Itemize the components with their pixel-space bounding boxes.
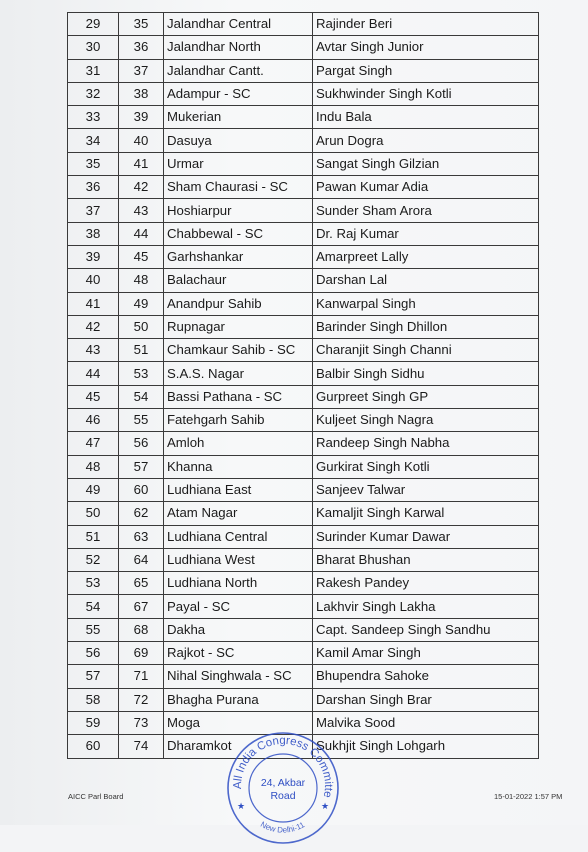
table-row bbox=[68, 432, 539, 455]
table-row bbox=[68, 245, 539, 268]
constituency-name-cell: Khanna bbox=[164, 455, 313, 478]
table-row bbox=[68, 385, 539, 408]
serial-number-cell: 52 bbox=[68, 548, 119, 571]
constituency-name-cell: Chabbewal - SC bbox=[164, 222, 313, 245]
candidate-name-cell: Kuljeet Singh Nagra bbox=[313, 409, 539, 432]
candidate-name-cell: Barinder Singh Dhillon bbox=[313, 315, 539, 338]
constituency-number-cell: 51 bbox=[119, 339, 164, 362]
table-row bbox=[68, 222, 539, 245]
serial-number-cell: 59 bbox=[68, 711, 119, 734]
table-row bbox=[68, 152, 539, 175]
candidate-name-cell: Gurpreet Singh GP bbox=[313, 385, 539, 408]
table-row bbox=[68, 36, 539, 59]
constituency-name-cell: Sham Chaurasi - SC bbox=[164, 176, 313, 199]
constituency-name-cell: Dasuya bbox=[164, 129, 313, 152]
constituency-name-cell: Nihal Singhwala - SC bbox=[164, 665, 313, 688]
candidate-name-cell: Lakhvir Singh Lakha bbox=[313, 595, 539, 618]
constituency-number-cell: 54 bbox=[119, 385, 164, 408]
constituency-name-cell: Dakha bbox=[164, 618, 313, 641]
constituency-number-cell: 35 bbox=[119, 13, 164, 36]
serial-number-cell: 41 bbox=[68, 292, 119, 315]
serial-number-cell: 31 bbox=[68, 59, 119, 82]
constituency-name-cell: Rajkot - SC bbox=[164, 642, 313, 665]
table-row bbox=[68, 711, 539, 734]
table-row bbox=[68, 129, 539, 152]
table-row bbox=[68, 409, 539, 432]
candidate-name-cell: Indu Bala bbox=[313, 106, 539, 129]
table-row bbox=[68, 106, 539, 129]
constituency-name-cell: Balachaur bbox=[164, 269, 313, 292]
table-row bbox=[68, 595, 539, 618]
candidate-name-cell: Bhupendra Sahoke bbox=[313, 665, 539, 688]
table-row bbox=[68, 525, 539, 548]
serial-number-cell: 44 bbox=[68, 362, 119, 385]
constituency-number-cell: 41 bbox=[119, 152, 164, 175]
candidate-name-cell: Darshan Singh Brar bbox=[313, 688, 539, 711]
candidate-name-cell: Kanwarpal Singh bbox=[313, 292, 539, 315]
table-row bbox=[68, 82, 539, 105]
table-row bbox=[68, 292, 539, 315]
serial-number-cell: 39 bbox=[68, 245, 119, 268]
table-row bbox=[68, 362, 539, 385]
candidate-name-cell: Charanjit Singh Channi bbox=[313, 339, 539, 362]
candidate-name-cell: Pargat Singh bbox=[313, 59, 539, 82]
seal-star-right: ★ bbox=[321, 801, 330, 811]
serial-number-cell: 34 bbox=[68, 129, 119, 152]
constituency-number-cell: 42 bbox=[119, 176, 164, 199]
candidate-list-body bbox=[68, 13, 539, 759]
candidate-list-table bbox=[67, 12, 539, 759]
constituency-number-cell: 50 bbox=[119, 315, 164, 338]
constituency-number-cell: 39 bbox=[119, 106, 164, 129]
seal-center-line2: Road bbox=[270, 790, 296, 802]
serial-number-cell: 56 bbox=[68, 642, 119, 665]
serial-number-cell: 51 bbox=[68, 525, 119, 548]
constituency-number-cell: 65 bbox=[119, 572, 164, 595]
candidate-name-cell: Gurkirat Singh Kotli bbox=[313, 455, 539, 478]
candidate-name-cell: Balbir Singh Sidhu bbox=[313, 362, 539, 385]
candidate-name-cell: Kamaljit Singh Karwal bbox=[313, 502, 539, 525]
table-row bbox=[68, 13, 539, 36]
serial-number-cell: 33 bbox=[68, 106, 119, 129]
constituency-name-cell: Atam Nagar bbox=[164, 502, 313, 525]
table-row bbox=[68, 176, 539, 199]
constituency-name-cell: Jalandhar North bbox=[164, 36, 313, 59]
serial-number-cell: 46 bbox=[68, 409, 119, 432]
serial-number-cell: 43 bbox=[68, 339, 119, 362]
constituency-number-cell: 60 bbox=[119, 478, 164, 501]
constituency-number-cell: 40 bbox=[119, 129, 164, 152]
table-row bbox=[68, 315, 539, 338]
constituency-name-cell: Fatehgarh Sahib bbox=[164, 409, 313, 432]
constituency-name-cell: Ludhiana East bbox=[164, 478, 313, 501]
constituency-number-cell: 68 bbox=[119, 618, 164, 641]
constituency-number-cell: 37 bbox=[119, 59, 164, 82]
constituency-number-cell: 73 bbox=[119, 711, 164, 734]
constituency-number-cell: 57 bbox=[119, 455, 164, 478]
constituency-number-cell: 36 bbox=[119, 36, 164, 59]
serial-number-cell: 60 bbox=[68, 735, 119, 758]
candidate-name-cell: Kamil Amar Singh bbox=[313, 642, 539, 665]
constituency-number-cell: 38 bbox=[119, 82, 164, 105]
constituency-number-cell: 53 bbox=[119, 362, 164, 385]
footer-board-label: AICC Parl Board bbox=[68, 792, 124, 801]
serial-number-cell: 42 bbox=[68, 315, 119, 338]
serial-number-cell: 40 bbox=[68, 269, 119, 292]
candidate-name-cell: Sanjeev Talwar bbox=[313, 478, 539, 501]
table-row bbox=[68, 735, 539, 758]
constituency-name-cell: Anandpur Sahib bbox=[164, 292, 313, 315]
seal-star-left: ★ bbox=[237, 801, 246, 811]
candidate-name-cell: Malvika Sood bbox=[313, 711, 539, 734]
constituency-number-cell: 69 bbox=[119, 642, 164, 665]
constituency-name-cell: Adampur - SC bbox=[164, 82, 313, 105]
candidate-name-cell: Avtar Singh Junior bbox=[313, 36, 539, 59]
constituency-name-cell: S.A.S. Nagar bbox=[164, 362, 313, 385]
constituency-name-cell: Urmar bbox=[164, 152, 313, 175]
constituency-name-cell: Bassi Pathana - SC bbox=[164, 385, 313, 408]
candidate-name-cell: Sukhjit Singh Lohgarh bbox=[313, 735, 539, 758]
serial-number-cell: 38 bbox=[68, 222, 119, 245]
serial-number-cell: 37 bbox=[68, 199, 119, 222]
serial-number-cell: 30 bbox=[68, 36, 119, 59]
seal-center-line1: 24, Akbar bbox=[260, 777, 306, 789]
constituency-name-cell: Garhshankar bbox=[164, 245, 313, 268]
constituency-number-cell: 43 bbox=[119, 199, 164, 222]
constituency-name-cell: Ludhiana Central bbox=[164, 525, 313, 548]
constituency-name-cell: Rupnagar bbox=[164, 315, 313, 338]
table-row bbox=[68, 572, 539, 595]
table-row bbox=[68, 642, 539, 665]
table-row bbox=[68, 548, 539, 571]
table-row bbox=[68, 665, 539, 688]
table-row bbox=[68, 199, 539, 222]
candidate-name-cell: Pawan Kumar Adia bbox=[313, 176, 539, 199]
serial-number-cell: 57 bbox=[68, 665, 119, 688]
constituency-number-cell: 72 bbox=[119, 688, 164, 711]
table-row bbox=[68, 59, 539, 82]
candidate-name-cell: Capt. Sandeep Singh Sandhu bbox=[313, 618, 539, 641]
constituency-number-cell: 45 bbox=[119, 245, 164, 268]
serial-number-cell: 47 bbox=[68, 432, 119, 455]
constituency-name-cell: Bhagha Purana bbox=[164, 688, 313, 711]
constituency-number-cell: 48 bbox=[119, 269, 164, 292]
constituency-name-cell: Amloh bbox=[164, 432, 313, 455]
candidate-name-cell: Bharat Bhushan bbox=[313, 548, 539, 571]
constituency-number-cell: 44 bbox=[119, 222, 164, 245]
constituency-name-cell: Jalandhar Cantt. bbox=[164, 59, 313, 82]
constituency-number-cell: 74 bbox=[119, 735, 164, 758]
candidate-name-cell: Surinder Kumar Dawar bbox=[313, 525, 539, 548]
footer-timestamp: 15-01-2022 1:57 PM bbox=[494, 792, 563, 801]
constituency-number-cell: 49 bbox=[119, 292, 164, 315]
constituency-name-cell: Jalandhar Central bbox=[164, 13, 313, 36]
table-row bbox=[68, 618, 539, 641]
table-row bbox=[68, 478, 539, 501]
seal-ring-text: All India Congress Committe bbox=[231, 734, 335, 799]
constituency-name-cell: Ludhiana West bbox=[164, 548, 313, 571]
serial-number-cell: 58 bbox=[68, 688, 119, 711]
constituency-name-cell: Hoshiarpur bbox=[164, 199, 313, 222]
constituency-name-cell: Ludhiana North bbox=[164, 572, 313, 595]
constituency-number-cell: 64 bbox=[119, 548, 164, 571]
constituency-number-cell: 56 bbox=[119, 432, 164, 455]
candidate-name-cell: Arun Dogra bbox=[313, 129, 539, 152]
candidate-name-cell: Randeep Singh Nabha bbox=[313, 432, 539, 455]
seal-bottom-text: New Delhi-11 bbox=[258, 819, 307, 835]
constituency-number-cell: 71 bbox=[119, 665, 164, 688]
table-row bbox=[68, 502, 539, 525]
constituency-name-cell: Mukerian bbox=[164, 106, 313, 129]
table-row bbox=[68, 455, 539, 478]
candidate-name-cell: Amarpreet Lally bbox=[313, 245, 539, 268]
constituency-number-cell: 63 bbox=[119, 525, 164, 548]
serial-number-cell: 55 bbox=[68, 618, 119, 641]
candidate-name-cell: Sunder Sham Arora bbox=[313, 199, 539, 222]
serial-number-cell: 29 bbox=[68, 13, 119, 36]
table-row bbox=[68, 339, 539, 362]
candidate-name-cell: Rakesh Pandey bbox=[313, 572, 539, 595]
candidate-name-cell: Sukhwinder Singh Kotli bbox=[313, 82, 539, 105]
constituency-name-cell: Moga bbox=[164, 711, 313, 734]
serial-number-cell: 50 bbox=[68, 502, 119, 525]
constituency-name-cell: Payal - SC bbox=[164, 595, 313, 618]
candidate-name-cell: Darshan Lal bbox=[313, 269, 539, 292]
constituency-number-cell: 67 bbox=[119, 595, 164, 618]
candidate-name-cell: Sangat Singh Gilzian bbox=[313, 152, 539, 175]
serial-number-cell: 35 bbox=[68, 152, 119, 175]
serial-number-cell: 53 bbox=[68, 572, 119, 595]
serial-number-cell: 45 bbox=[68, 385, 119, 408]
constituency-number-cell: 55 bbox=[119, 409, 164, 432]
serial-number-cell: 54 bbox=[68, 595, 119, 618]
serial-number-cell: 48 bbox=[68, 455, 119, 478]
candidate-name-cell: Dr. Raj Kumar bbox=[313, 222, 539, 245]
serial-number-cell: 32 bbox=[68, 82, 119, 105]
table-row bbox=[68, 269, 539, 292]
table-row bbox=[68, 688, 539, 711]
serial-number-cell: 49 bbox=[68, 478, 119, 501]
constituency-name-cell: Chamkaur Sahib - SC bbox=[164, 339, 313, 362]
constituency-number-cell: 62 bbox=[119, 502, 164, 525]
serial-number-cell: 36 bbox=[68, 176, 119, 199]
constituency-name-cell: Dharamkot bbox=[164, 735, 313, 758]
candidate-name-cell: Rajinder Beri bbox=[313, 13, 539, 36]
